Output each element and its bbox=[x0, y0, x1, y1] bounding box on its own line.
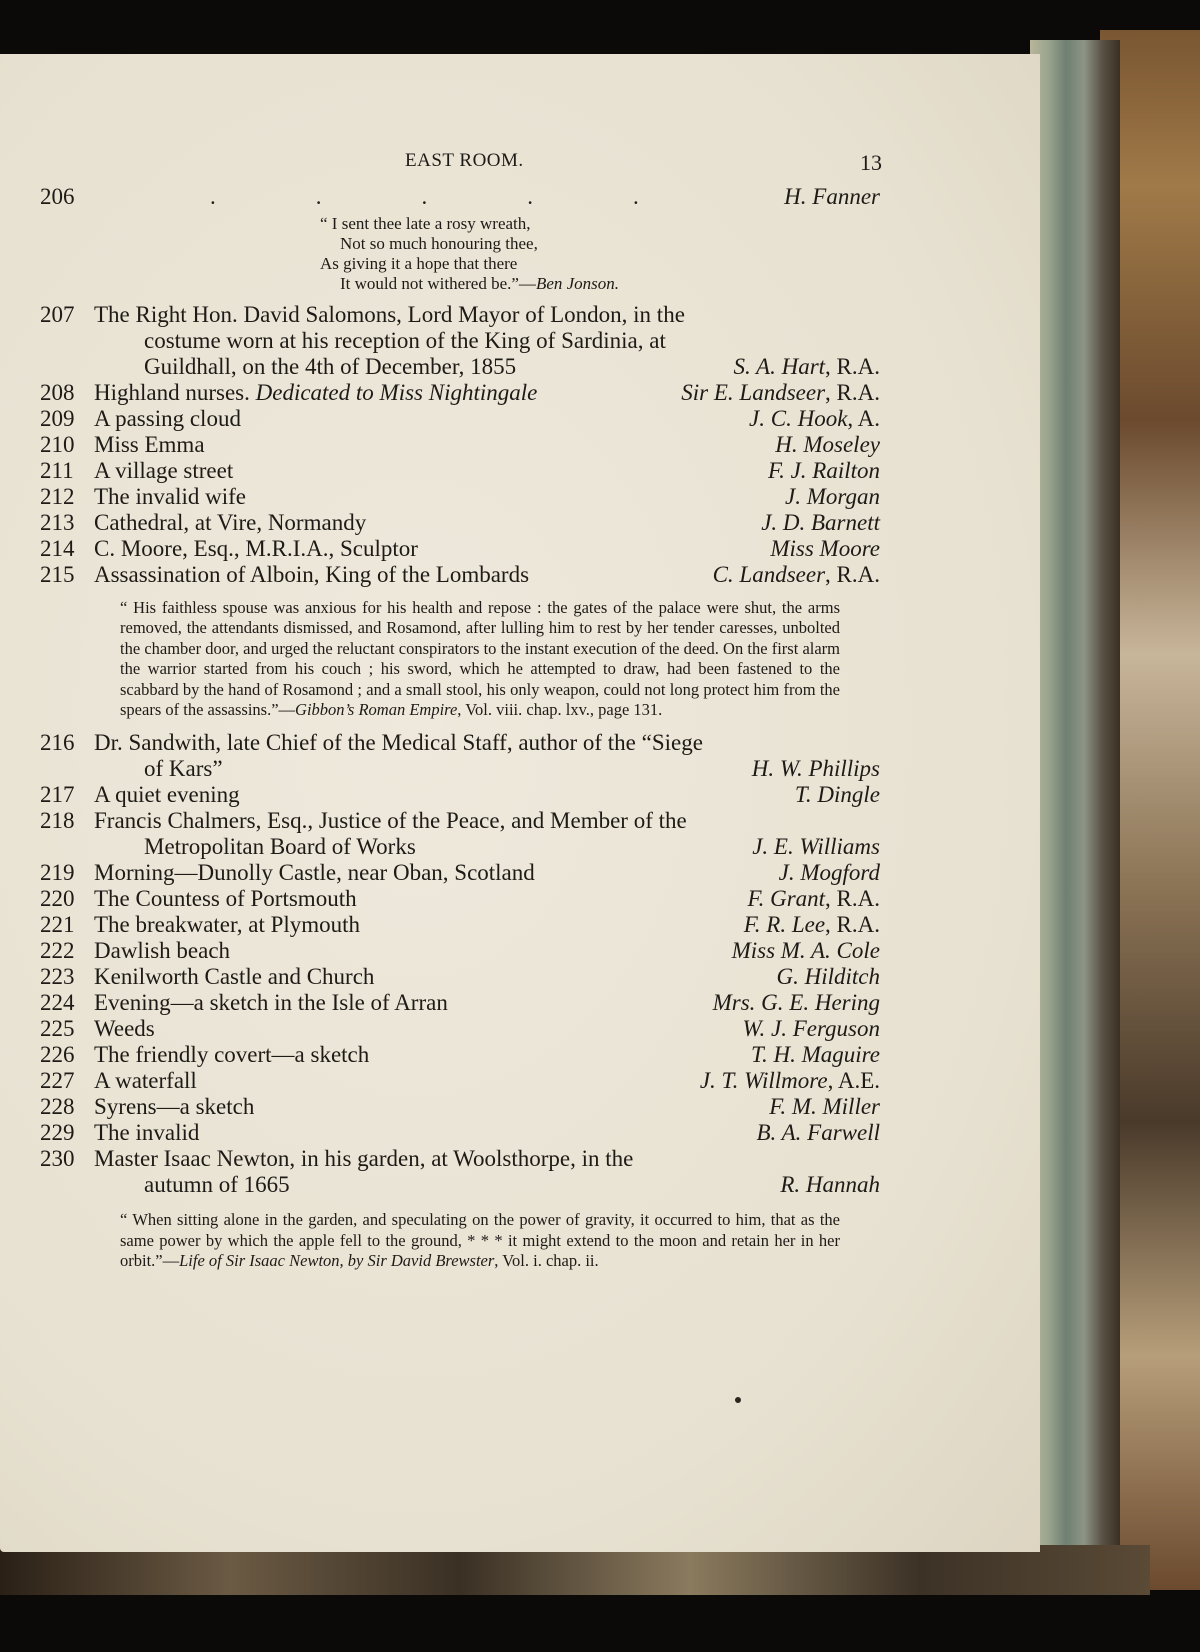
entry-214: 214 C. Moore, Esq., M.R.I.A., Sculptor Miss Moore bbox=[40, 536, 880, 561]
entry-223: 223 Kenilworth Castle and Church G. Hilditch bbox=[40, 964, 880, 990]
page-edges bbox=[1030, 40, 1120, 1560]
entry-217: 217 A quiet evening T. Dingle bbox=[40, 782, 880, 808]
entry-213: 213 Cathedral, at Vire, Normandy J. D. Barnett bbox=[40, 510, 880, 535]
entry-215: 215 Assassination of Alboin, King of the Lombards C. Landseer, R.A. bbox=[40, 562, 880, 587]
entry-206: 206 ..... H. Fanner bbox=[40, 184, 880, 209]
entry-209: 209 A passing cloud J. C. Hook, A. bbox=[40, 406, 880, 431]
page-number: 13 bbox=[860, 150, 882, 175]
entry-219: 219 Morning—Dunolly Castle, near Oban, Scotland J. Mogford bbox=[40, 860, 880, 886]
entry-224: 224 Evening—a sketch in the Isle of Arran Mrs. G. E. Hering bbox=[40, 990, 880, 1016]
entry-208: 208 Highland nurses. Dedicated to Miss Nightingale Sir E. Landseer, R.A. bbox=[40, 380, 880, 405]
quote-215: “ His faithless spouse was anxious for his health and repose : the gates of the palace were shut, the arms removed, the attendants dismissed, and Rosamond, after lulling him to rest by her tender caresses, unbolted the chamber door, and urged the reluctant conspirators to the instant execution of the deed. On the first alarm the warrior started from his couch ; his sword, which he attempted to draw, had been fastened to the scabbard by the hand of Rosamond ; and a small stool, his only weapon, could not long protect him from the spears of the assassins.”—Gibbon’s Roman Empire, Vol. viii. chap. lxv., page 131. bbox=[120, 598, 840, 720]
entry-218: 218 Francis Chalmers, Esq., Justice of the Peace, and Member of the bbox=[40, 808, 687, 834]
ink-dot bbox=[735, 1397, 741, 1403]
entry-226: 226 The friendly covert—a sketch T. H. Maguire bbox=[40, 1042, 880, 1068]
entry-227: 227 A waterfall J. T. Willmore, A.E. bbox=[40, 1068, 880, 1094]
entry-225: 225 Weeds W. J. Ferguson bbox=[40, 1016, 880, 1042]
entry-221: 221 The breakwater, at Plymouth F. R. Lee, R.A. bbox=[40, 912, 880, 938]
book-bottom-edge bbox=[0, 1545, 1150, 1595]
running-head: EAST ROOM. bbox=[405, 150, 524, 171]
entry-222: 222 Dawlish beach Miss M. A. Cole bbox=[40, 938, 880, 964]
entry-216: 216 Dr. Sandwith, late Chief of the Medical Staff, author of the “Siege bbox=[40, 730, 703, 756]
entry-229: 229 The invalid B. A. Farwell bbox=[40, 1120, 880, 1146]
entry-212: 212 The invalid wife J. Morgan bbox=[40, 484, 880, 509]
entry-228: 228 Syrens—a sketch F. M. Miller bbox=[40, 1094, 880, 1120]
entry-list: 206 ..... H. Fanner “ I sent thee late a rosy wreath, Not so much honouring thee, As giving it a hope that there It would not withered be.”—Ben Jonson. 207 The Right Hon. David Salomons, Lord Mayor of London, in the costume worn at his reception of the King of Sardinia, at Guildhall, on the 4th of December, 1855 S. A. Hart, R.A. 208 Highland nurses. Dedicated to Miss Nightingale Sir E. Landseer, R.A. 209 A passing cloud J. C. Hook, A. 210 Miss Emma H. Moseley 211 A village street F. J. Railton 212 The invalid wife J. Morgan 213 Cathedral, at Vire, Normandy J. D. Barnett 214 C. Moore, Esq., M.R.I.A., Sculptor Miss Moore 215 Assassination of Alboin, King of the Lombards C. Landseer, R.A. “ His faithless spouse was anxious for his health and repose : the gates of the palace were shut, the arms removed, the attendants dismissed, and Rosamond, after lulling him to rest by her tender caresses, unbolted the chamber door, and urged the reluctant conspirators to the instant execution of the deed. On the first alarm the warrior started from his couch ; his sword, which he attempted to draw, had been fastened to the scabbard by the hand of Rosamond ; and a small stool, his only weapon, could not long protect him from the spears of the assassins.”—Gibbon’s Roman Empire, Vol. viii. chap. lxv., page 131. 216 Dr. Sandwith, late Chief of the Medical Staff, author of the “Siege of Kars” H. W. Phillips 217 A quiet evening T. Dingle 218 Francis Chalmers, Esq., Justice of the Peace, and Member of the Metropolitan Board of Works J. E. Williams 219 Morning—Dunolly Castle, near Oban, Scotland J. Mogford 220 The Countess of Portsmouth F. Grant, R.A. 221 The breakwater, at Plymouth F. R. Lee, R.A. 222 Dawlish beach Miss M. A. Cole 223 Kenilworth Castle and Church G. Hilditch 224 Evening—a sketch in the Isle of Arran Mrs. G. E. Hering 225 Weeds W. J. Ferguson 226 The friendly covert—a sketch T. H. Maguire 227 A waterfall J. T. Willmore, A.E. 228 Syrens—a sketch F. M. Miller 229 The invalid B. A. Farwell 230 Master Isaac Newton, in his garden, at Woolsthorpe, in the autumn of 1665 R. Hannah “ When sitting alone in the garden, and speculating on the power of gravity, it occurred to him, that as the same power by which the apple fell to the ground, * * * it might extend to the moon and retain her in her orbit.”—Life of Sir Isaac Newton, by Sir David Brewster, Vol. i. chap. ii. bbox=[40, 184, 880, 1271]
poem-206: “ I sent thee late a rosy wreath, Not so much honouring thee, As giving it a hope that there It would not withered be.”—Ben Jonson. bbox=[320, 214, 620, 293]
entry-230: 230 Master Isaac Newton, in his garden, at Woolsthorpe, in the bbox=[40, 1146, 634, 1172]
entry-207: 207 The Right Hon. David Salomons, Lord Mayor of London, in the bbox=[40, 302, 685, 327]
catalogue-page bbox=[0, 54, 1040, 1552]
page-header bbox=[0, 150, 1040, 180]
entry-220: 220 The Countess of Portsmouth F. Grant, R.A. bbox=[40, 886, 880, 912]
entry-211: 211 A village street F. J. Railton bbox=[40, 458, 880, 483]
entry-210: 210 Miss Emma H. Moseley bbox=[40, 432, 880, 457]
quote-230: “ When sitting alone in the garden, and speculating on the power of gravity, it occurred to him, that as the same power by which the apple fell to the ground, * * * it might extend to the moon and retain her in her orbit.”—Life of Sir Isaac Newton, by Sir David Brewster, Vol. i. chap. ii. bbox=[120, 1210, 840, 1271]
